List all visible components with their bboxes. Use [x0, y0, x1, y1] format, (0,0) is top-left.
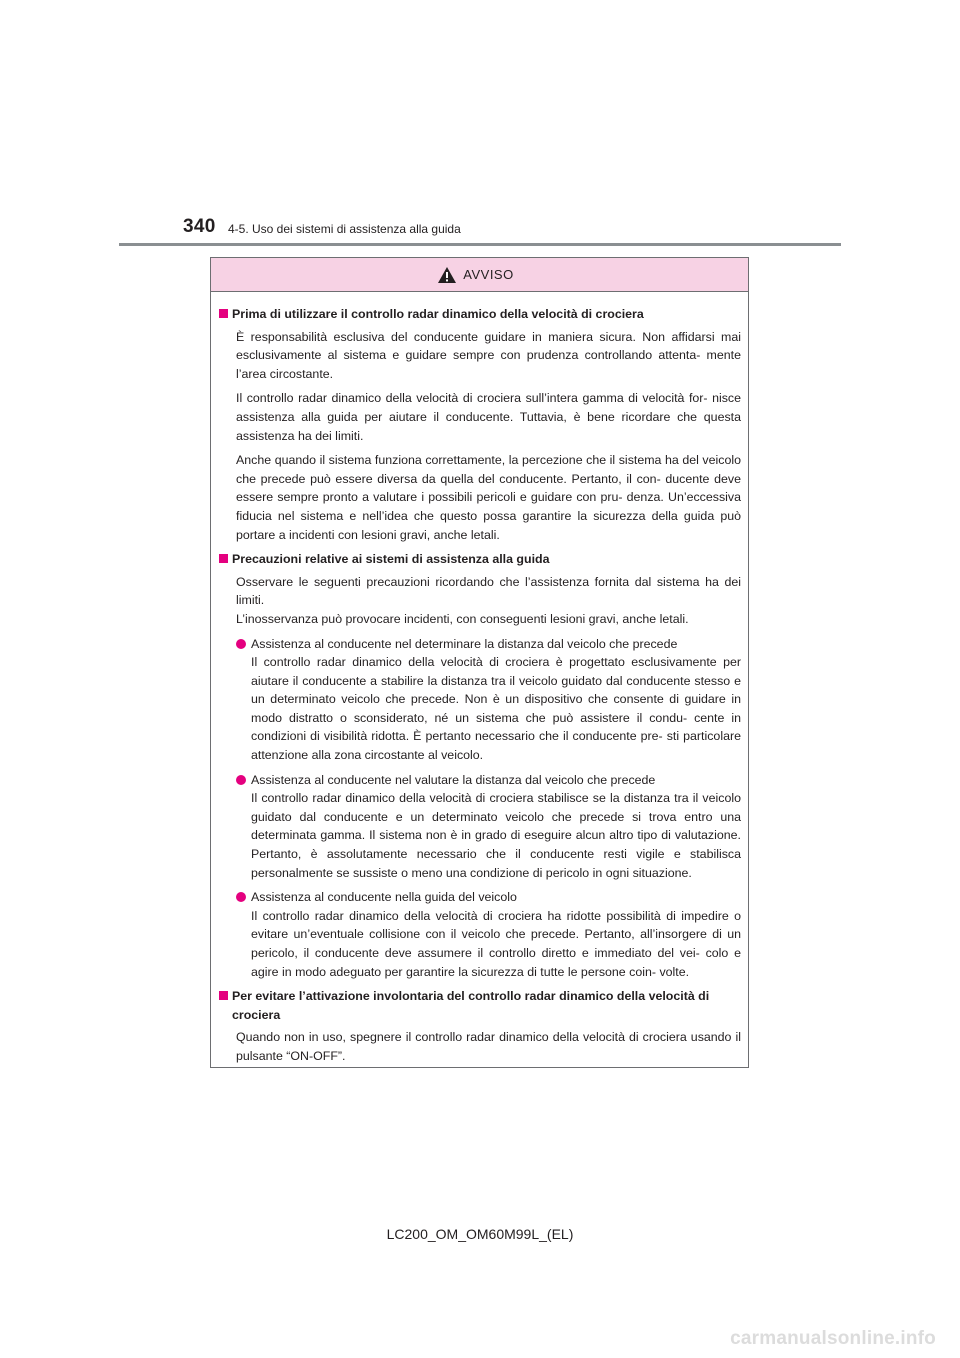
list-item-text: Il controllo radar dinamico della velocità di crociera è progettato esclusivamente per aiutare il conducente a stabilire la distanza tra il veicolo guidato dal conducente stesso e un determinato veicolo che precede. Non è un dispositivo che consente di guidare in modo distratto o sconsiderato, né un sistema che può assistere il condu- cente in condizioni di visibilità ridotta. È pertanto necessario che il conducente pre- sti particolare attenzione alla zona circostante al veicolo.: [251, 655, 741, 763]
heading-text: Per evitare l’attivazione involontaria del controllo radar dinamico della velocità di crociera: [232, 989, 710, 1022]
warning-heading: [218, 987, 741, 1024]
section-title: 4-5. Uso dei sistemi di assistenza alla guida: [228, 222, 461, 236]
paragraph: Quando non in uso, spegnere il controllo radar dinamico della velocità di crociera usando il pulsante “ON-OFF”.: [236, 1030, 741, 1063]
list-item-title: Assistenza al conducente nella guida del veicolo: [251, 890, 517, 905]
manual-code: LC200_OM_OM60M99L_(EL): [386, 1226, 574, 1242]
list-item: [236, 888, 741, 981]
paragraph: Il controllo radar dinamico della velocità di crociera sull’intera gamma di velocità for- nisce assistenza alla guida per aiutare il conducente. Tuttavia, è bene ricordare che questa assistenza ha dei limiti.: [236, 391, 741, 443]
list-item-title: Assistenza al conducente nel valutare la distanza dal veicolo che precede: [251, 772, 656, 787]
list-item-text: Il controllo radar dinamico della velocità di crociera ha ridotte possibilità di impedire o evitare un’eventuale collisione con il veicolo che precede. Pertanto, all’insorgere di un pericolo, il conducente deve assumere il controllo diretto e immediato del vei- colo e agire in modo adeguato per garantire la sicurezza di tutte le persone coin- volte.: [251, 908, 741, 979]
warning-triangle-icon: [437, 266, 457, 284]
square-bullet-icon: [219, 554, 228, 563]
warning-header: [211, 258, 748, 292]
paragraph: [236, 573, 741, 629]
warning-heading: [218, 305, 741, 324]
list-item: [236, 635, 741, 765]
watermark: carmanualsonline.info: [730, 1328, 936, 1349]
list-item-text: Il controllo radar dinamico della velocità di crociera stabilisce se la distanza tra il veicolo guidato dal conducente e un determinato veicolo che precede si trova entro una determinata gamma. Il sistema non è in grado di eseguire alcun altro tipo di valutazione. Pertanto, è assolutamente necessario che il conducente resti vigile e stabilisca personalmente se sussiste o meno una condizione di pericolo in ogni situazione.: [251, 791, 741, 880]
paragraph-line: Osservare le seguenti precauzioni ricordando che l’assistenza fornita dal sistema ha dei limiti.: [236, 574, 741, 608]
warning-body: [211, 292, 748, 1066]
heading-text: Precauzioni relative ai sistemi di assistenza alla guida: [232, 552, 550, 567]
circle-bullet-icon: [236, 892, 246, 902]
warning-heading: [218, 550, 741, 569]
warning-title: AVVISO: [463, 267, 514, 282]
circle-bullet-icon: [236, 639, 246, 649]
circle-bullet-icon: [236, 775, 246, 785]
square-bullet-icon: [219, 309, 228, 318]
list-item-title: Assistenza al conducente nel determinare la distanza dal veicolo che precede: [251, 636, 678, 651]
list-item: [236, 771, 741, 883]
paragraph: Anche quando il sistema funziona correttamente, la percezione che il sistema ha del veicolo che precede può essere diversa da quella del conducente. Pertanto, il con- ducente deve essere sempre pronto a valutare i possibili pericoli e guidare con pru- denza. Un’eccessiva fiducia nel sistema e nell’idea che questo possa garantire la sicurezza della guida può portare a incidenti con lesioni gravi, anche letali.: [236, 453, 741, 542]
paragraph: È responsabilità esclusiva del conducente guidare in maniera sicura. Non affidarsi mai esclusivamente al sistema e guidare sempre con prudenza controllando attenta- mente l’area circostante.: [236, 329, 741, 381]
paragraph-line: L’inosservanza può provocare incidenti, con conseguenti lesioni gravi, anche letali.: [236, 611, 689, 626]
heading-text: Prima di utilizzare il controllo radar dinamico della velocità di crociera: [232, 307, 644, 321]
header-rule: [119, 243, 841, 246]
page-number: 340: [183, 216, 216, 237]
square-bullet-icon: [219, 991, 228, 1000]
warning-box: [210, 257, 749, 1068]
